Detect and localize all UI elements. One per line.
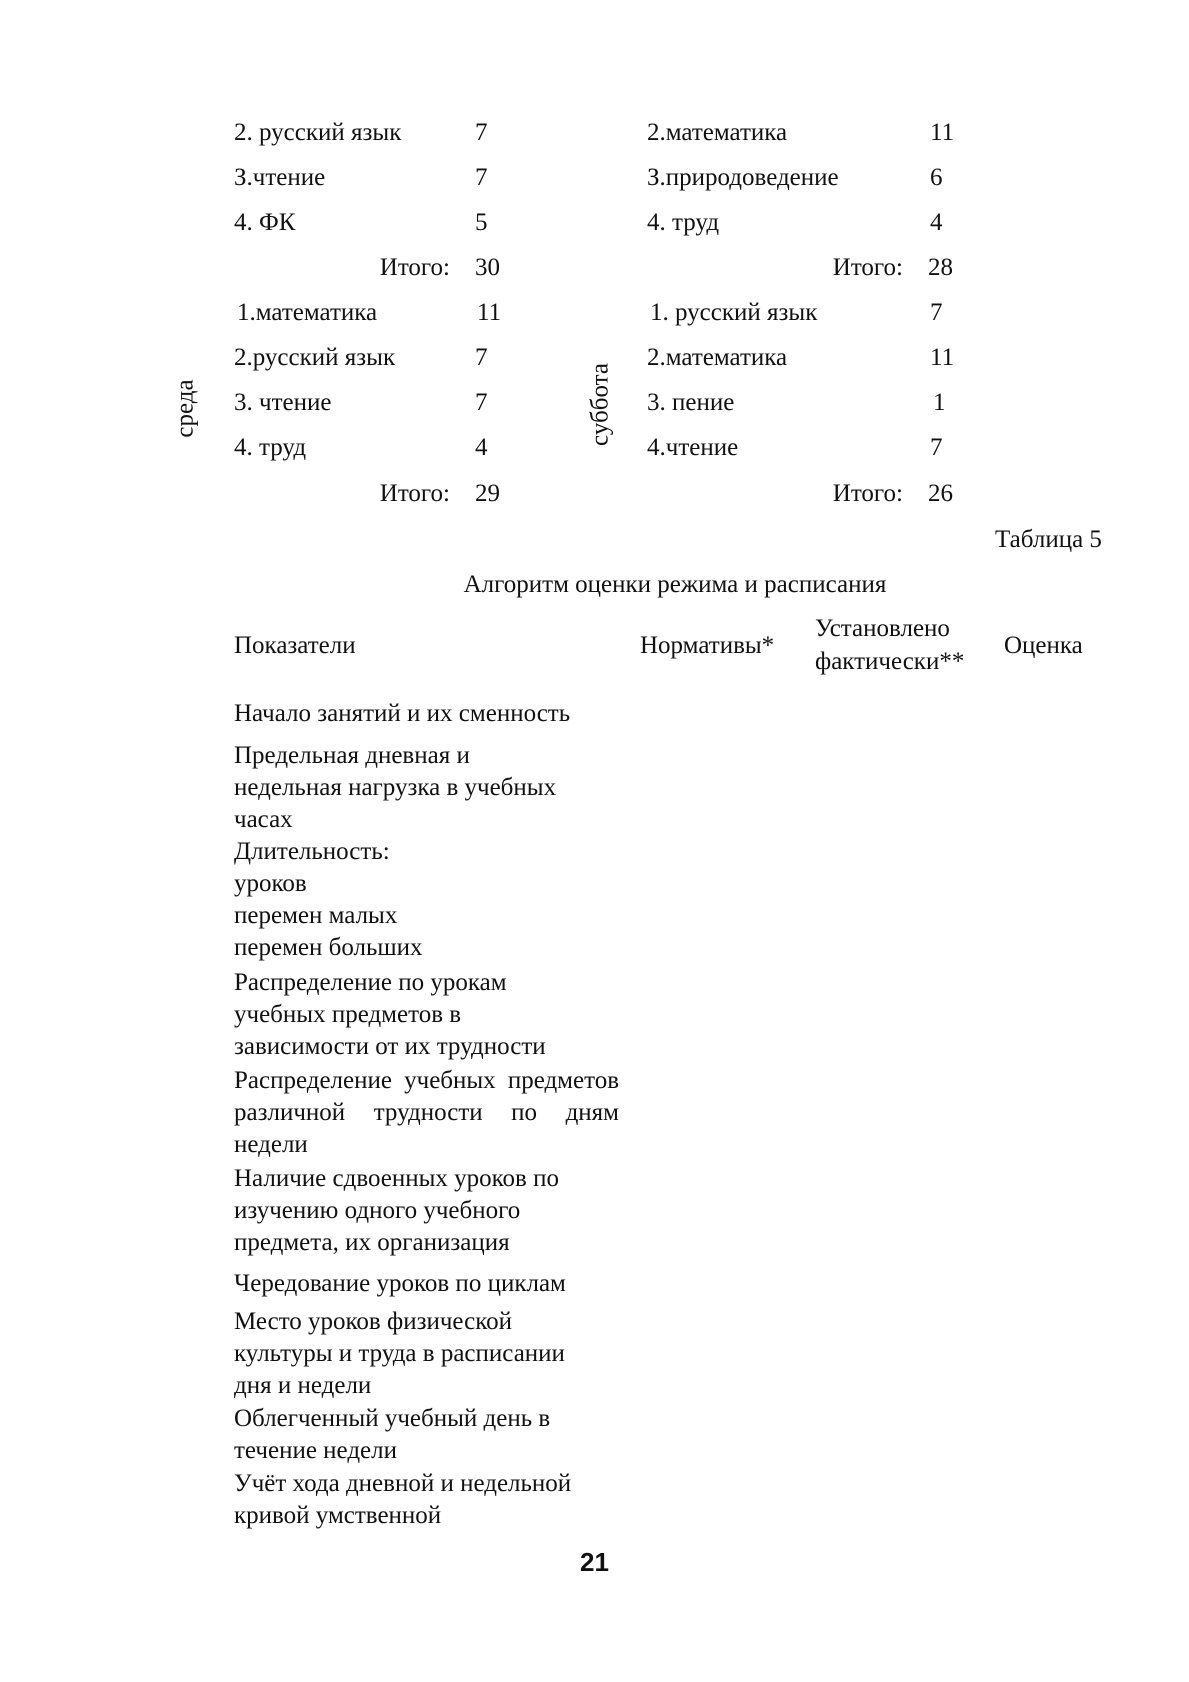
subject-name: 2.русский язык	[234, 344, 396, 371]
subject-hours: 4	[475, 434, 488, 461]
subject-hours: 7	[930, 434, 943, 461]
subject-name: 1.математика	[237, 299, 378, 326]
table-row	[234, 1065, 619, 1161]
indicator-line: предмета, их организация	[234, 1229, 510, 1256]
table-row	[234, 1163, 614, 1259]
total-label: Итого:	[379, 254, 450, 281]
subject-name: 2.математика	[647, 344, 788, 371]
indicator-line: Чередование уроков по циклам	[234, 1270, 566, 1297]
total-label: Итого:	[379, 480, 450, 507]
indicator-line: часах	[234, 806, 293, 833]
day-label-wednesday: среда	[171, 379, 199, 438]
indicator-line: недельная нагрузка в учебных	[234, 774, 557, 801]
subject-name: 3. чтение	[234, 389, 332, 416]
header-actual-line1: Установлено	[815, 615, 950, 642]
subject-hours: 11	[477, 299, 502, 326]
indicator-line: Наличие сдвоенных уроков по	[234, 1165, 559, 1192]
subject-hours: 7	[475, 344, 488, 371]
indicator-line: течение недели	[234, 1437, 397, 1464]
subject-name: З.чтение	[234, 164, 326, 191]
header-indicators: Показатели	[234, 632, 356, 659]
header-norms: Нормативы*	[640, 632, 775, 659]
indicator-line: Учёт хода дневной и недельной	[234, 1470, 572, 1497]
indicator-line: кривой умственной	[234, 1502, 442, 1529]
indicator-line: Распределение по урокам	[234, 969, 507, 996]
indicator-line: изучению одного учебного	[234, 1197, 521, 1224]
subject-hours: 4	[930, 209, 943, 236]
total-label: Итого:	[832, 480, 903, 507]
subject-name: 4.чтение	[647, 434, 739, 461]
header-actual-line2: фактически**	[815, 648, 965, 675]
subject-hours: 11	[930, 344, 955, 371]
table-row	[234, 1306, 614, 1402]
indicator-line: дня и недели	[234, 1372, 372, 1399]
subject-hours: 7	[475, 164, 488, 191]
indicator-text: Распределение учебных предметов различной трудности по дням недели	[234, 1067, 619, 1158]
table-row	[234, 1468, 614, 1532]
total-label: Итого:	[832, 254, 903, 281]
indicator-line: учебных предметов в	[234, 1001, 462, 1028]
table-row	[234, 836, 614, 964]
subject-name: 2.математика	[647, 119, 788, 146]
subject-name: 1. русский язык	[650, 299, 818, 326]
subject-name: 2. русский язык	[234, 119, 402, 146]
subject-name: 4. труд	[234, 434, 307, 461]
subject-hours: 1	[933, 389, 946, 416]
subject-hours: 7	[930, 299, 943, 326]
page-number: 21	[580, 1547, 609, 1577]
subject-hours: 5	[475, 209, 488, 236]
indicator-line: перемен больших	[234, 934, 423, 961]
indicator-line: культуры и труда в расписании	[234, 1340, 565, 1367]
total-value: 30	[475, 254, 500, 281]
subject-hours: 7	[475, 119, 488, 146]
subject-hours: 11	[930, 119, 955, 146]
subject-name: 3. пение	[647, 389, 735, 416]
table-row	[234, 967, 614, 1063]
table-row	[234, 740, 614, 836]
table-row	[234, 698, 614, 730]
indicator-line: зависимости от их трудности	[234, 1033, 546, 1060]
header-rating: Оценка	[1004, 632, 1083, 659]
indicator-line: перемен малых	[234, 902, 398, 929]
indicator-line: Облегченный учебный день в	[234, 1405, 551, 1432]
subject-hours: 6	[930, 164, 943, 191]
indicator-line: Место уроков физической	[234, 1308, 512, 1335]
indicator-line: Начало занятий и их сменность	[234, 700, 571, 727]
table-caption: Таблица 5	[995, 526, 1102, 553]
table-row	[234, 1268, 614, 1300]
total-value: 26	[928, 480, 953, 507]
total-value: 28	[928, 254, 953, 281]
indicator-line: Длительность:	[234, 838, 390, 865]
table-title: Алгоритм оценки режима и расписания	[463, 571, 887, 598]
table-row	[234, 1403, 614, 1467]
subject-hours: 7	[475, 389, 488, 416]
subject-name: 4. труд	[647, 209, 720, 236]
total-value: 29	[475, 480, 500, 507]
indicator-line: уроков	[234, 870, 307, 897]
subject-name: 4. ФК	[234, 209, 296, 236]
indicator-line: Предельная дневная и	[234, 742, 470, 769]
day-label-saturday: суббота	[586, 363, 614, 446]
subject-name: З.природоведение	[647, 164, 839, 191]
